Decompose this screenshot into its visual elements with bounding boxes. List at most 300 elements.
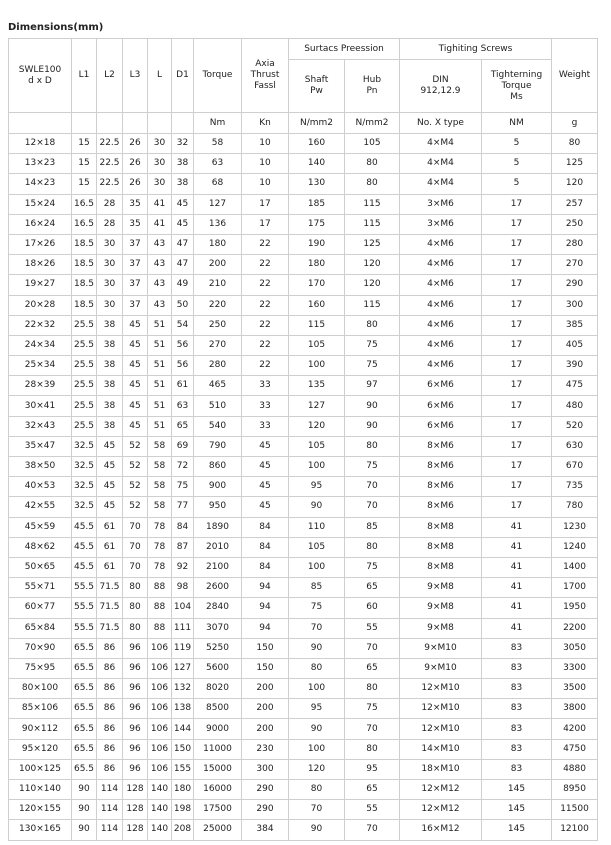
table-cell: 86	[97, 719, 123, 739]
table-cell: 50×65	[9, 557, 72, 577]
table-cell: 300	[242, 759, 289, 779]
table-cell: 95	[345, 759, 400, 779]
table-cell: 70	[289, 800, 345, 820]
table-cell: 130	[289, 174, 345, 194]
table-cell: 17	[482, 477, 552, 497]
table-cell: 3300	[552, 658, 598, 678]
table-cell: 92	[172, 557, 194, 577]
table-cell: 19×27	[9, 275, 72, 295]
table-row	[9, 295, 598, 315]
table-cell: 106	[148, 719, 172, 739]
table-cell: 128	[123, 800, 148, 820]
table-cell: 35	[123, 214, 148, 234]
table-cell: 26	[123, 174, 148, 194]
table-cell: 4×M6	[400, 295, 482, 315]
table-cell: 12×M10	[400, 679, 482, 699]
table-row	[9, 134, 598, 154]
table-cell: 78	[148, 517, 172, 537]
table-cell: 80	[289, 780, 345, 800]
table-cell: 144	[172, 719, 194, 739]
table-cell: 45	[123, 315, 148, 335]
table-cell: 65×84	[9, 618, 72, 638]
table-cell: 280	[552, 234, 598, 254]
units-row	[9, 113, 598, 134]
table-cell: 9×M8	[400, 598, 482, 618]
table-cell: 12×M12	[400, 780, 482, 800]
table-cell: 41	[482, 557, 552, 577]
table-cell: 83	[482, 719, 552, 739]
table-cell: 106	[148, 638, 172, 658]
table-cell: 1890	[194, 517, 242, 537]
table-cell: 17	[242, 194, 289, 214]
table-cell: 120	[345, 255, 400, 275]
table-cell: 100	[289, 457, 345, 477]
table-row	[9, 154, 598, 174]
table-cell: 68	[194, 174, 242, 194]
table-cell: 140	[148, 800, 172, 820]
table-cell: 14×M10	[400, 739, 482, 759]
table-cell: 52	[123, 436, 148, 456]
table-cell: 45	[242, 497, 289, 517]
table-cell: 75	[345, 457, 400, 477]
table-cell: 32.5	[72, 497, 97, 517]
table-cell: 106	[148, 759, 172, 779]
table-cell: 17	[482, 255, 552, 275]
table-cell: 83	[482, 658, 552, 678]
header-weight: Weight	[552, 39, 598, 113]
table-cell: 208	[172, 820, 194, 840]
dimensions-table	[8, 38, 598, 841]
table-cell: 45	[172, 194, 194, 214]
table-cell: 70	[345, 497, 400, 517]
table-cell: 220	[194, 295, 242, 315]
table-cell: 18.5	[72, 295, 97, 315]
table-cell: 95	[289, 699, 345, 719]
table-cell: 75	[345, 699, 400, 719]
table-cell: 83	[482, 638, 552, 658]
table-cell: 70	[345, 820, 400, 840]
table-cell: 12×M10	[400, 719, 482, 739]
table-row	[9, 517, 598, 537]
table-cell: 465	[194, 376, 242, 396]
table-cell: 5250	[194, 638, 242, 658]
table-cell: 105	[289, 537, 345, 557]
table-cell: 80	[345, 315, 400, 335]
table-cell: 140	[148, 820, 172, 840]
table-cell: 70×90	[9, 638, 72, 658]
table-cell: 115	[345, 295, 400, 315]
table-cell: 280	[194, 356, 242, 376]
table-cell: 250	[194, 315, 242, 335]
table-cell: 17	[482, 436, 552, 456]
table-cell: 61	[172, 376, 194, 396]
table-cell: 65.5	[72, 739, 97, 759]
table-cell: 128	[123, 820, 148, 840]
table-cell: 65.5	[72, 679, 97, 699]
table-row	[9, 457, 598, 477]
table-cell: 43	[148, 295, 172, 315]
table-cell: 58	[148, 436, 172, 456]
table-cell: 88	[148, 578, 172, 598]
table-cell: 9×M8	[400, 618, 482, 638]
table-cell: 90	[289, 638, 345, 658]
table-cell: 86	[97, 658, 123, 678]
table-cell: 25.5	[72, 376, 97, 396]
table-cell: 41	[482, 517, 552, 537]
table-cell: 96	[123, 638, 148, 658]
table-cell: 9×M10	[400, 638, 482, 658]
table-row	[9, 275, 598, 295]
table-cell: 75	[345, 335, 400, 355]
table-cell: 22	[242, 335, 289, 355]
table-cell: 28	[97, 194, 123, 214]
table-cell: 33	[242, 416, 289, 436]
table-cell: 1400	[552, 557, 598, 577]
header-surface-pressure: Surtacs Preession	[289, 39, 400, 60]
table-cell: 510	[194, 396, 242, 416]
table-cell: 5	[482, 174, 552, 194]
table-cell: 65.5	[72, 658, 97, 678]
table-cell: 33	[242, 396, 289, 416]
unit-shaft: N/mm2	[289, 113, 345, 134]
table-cell: 18.5	[72, 234, 97, 254]
table-cell: 135	[289, 376, 345, 396]
table-cell: 41	[482, 537, 552, 557]
table-cell: 2200	[552, 618, 598, 638]
table-cell: 25.5	[72, 335, 97, 355]
table-row	[9, 497, 598, 517]
table-cell: 17	[242, 214, 289, 234]
table-row	[9, 396, 598, 416]
table-cell: 15000	[194, 759, 242, 779]
table-cell: 45.5	[72, 517, 97, 537]
table-cell: 43	[148, 234, 172, 254]
table-cell: 198	[172, 800, 194, 820]
unit-screws: No. X type	[400, 113, 482, 134]
table-cell: 80	[123, 598, 148, 618]
unit-tightening-torque: NM	[482, 113, 552, 134]
table-cell: 58	[148, 497, 172, 517]
table-cell: 3050	[552, 638, 598, 658]
table-cell: 41	[148, 194, 172, 214]
table-cell: 200	[242, 679, 289, 699]
table-cell: 30	[148, 154, 172, 174]
table-cell: 78	[148, 537, 172, 557]
table-cell: 80	[123, 578, 148, 598]
header-shaft: Shaft Pw	[289, 60, 345, 113]
table-cell: 80×100	[9, 679, 72, 699]
table-cell: 22×32	[9, 315, 72, 335]
table-cell: 6×M6	[400, 416, 482, 436]
table-cell: 150	[242, 638, 289, 658]
header-hub: Hub Pn	[345, 60, 400, 113]
table-cell: 17	[482, 194, 552, 214]
table-cell: 120	[289, 416, 345, 436]
table-cell: 125	[552, 154, 598, 174]
table-cell: 84	[242, 537, 289, 557]
table-cell: 54	[172, 315, 194, 335]
table-cell: 11500	[552, 800, 598, 820]
table-cell: 17	[482, 275, 552, 295]
table-cell: 65.5	[72, 699, 97, 719]
table-cell: 17500	[194, 800, 242, 820]
table-cell: 38	[172, 174, 194, 194]
table-cell: 780	[552, 497, 598, 517]
unit-hub: N/mm2	[345, 113, 400, 134]
table-cell: 200	[242, 699, 289, 719]
table-cell: 65.5	[72, 759, 97, 779]
table-cell: 100	[289, 679, 345, 699]
table-cell: 3×M6	[400, 214, 482, 234]
table-cell: 70	[345, 638, 400, 658]
table-cell: 83	[482, 679, 552, 699]
table-cell: 185	[289, 194, 345, 214]
table-cell: 28	[97, 214, 123, 234]
table-cell: 110	[289, 517, 345, 537]
table-cell: 9×M10	[400, 658, 482, 678]
table-cell: 25.5	[72, 356, 97, 376]
table-cell: 17	[482, 295, 552, 315]
table-row	[9, 416, 598, 436]
table-cell: 4×M4	[400, 174, 482, 194]
table-cell: 22.5	[97, 174, 123, 194]
table-cell: 17	[482, 356, 552, 376]
table-cell: 106	[148, 679, 172, 699]
table-cell: 80	[123, 618, 148, 638]
table-cell: 1240	[552, 537, 598, 557]
table-cell: 105	[289, 436, 345, 456]
table-cell: 71.5	[97, 598, 123, 618]
table-cell: 86	[97, 739, 123, 759]
table-cell: 45×59	[9, 517, 72, 537]
table-cell: 114	[97, 800, 123, 820]
table-cell: 25000	[194, 820, 242, 840]
table-cell: 1230	[552, 517, 598, 537]
table-cell: 48×62	[9, 537, 72, 557]
table-cell: 56	[172, 335, 194, 355]
table-cell: 6×M6	[400, 376, 482, 396]
table-cell: 150	[242, 658, 289, 678]
table-cell: 70	[123, 537, 148, 557]
table-cell: 38	[97, 335, 123, 355]
table-cell: 58	[194, 134, 242, 154]
table-cell: 80	[345, 679, 400, 699]
table-row	[9, 315, 598, 335]
table-cell: 58	[148, 477, 172, 497]
table-cell: 290	[242, 780, 289, 800]
table-cell: 45.5	[72, 557, 97, 577]
table-cell: 270	[552, 255, 598, 275]
table-cell: 90	[289, 497, 345, 517]
table-cell: 75×95	[9, 658, 72, 678]
table-cell: 95	[289, 477, 345, 497]
table-cell: 3500	[552, 679, 598, 699]
table-cell: 80	[552, 134, 598, 154]
table-cell: 90×112	[9, 719, 72, 739]
table-cell: 12×M10	[400, 699, 482, 719]
table-cell: 127	[289, 396, 345, 416]
table-cell: 17	[482, 214, 552, 234]
table-cell: 160	[289, 295, 345, 315]
table-cell: 75	[345, 356, 400, 376]
table-cell: 63	[172, 396, 194, 416]
table-cell: 115	[289, 315, 345, 335]
table-row	[9, 658, 598, 678]
table-row	[9, 234, 598, 254]
table-cell: 45	[123, 376, 148, 396]
table-cell: 8×M6	[400, 497, 482, 517]
table-cell: 37	[123, 234, 148, 254]
table-cell: 17	[482, 335, 552, 355]
table-cell: 80	[345, 739, 400, 759]
table-cell: 3800	[552, 699, 598, 719]
table-cell: 90	[345, 396, 400, 416]
table-cell: 55.5	[72, 578, 97, 598]
table-cell: 106	[148, 699, 172, 719]
table-cell: 114	[97, 820, 123, 840]
table-cell: 55×71	[9, 578, 72, 598]
table-cell: 38	[97, 315, 123, 335]
table-cell: 405	[552, 335, 598, 355]
table-cell: 75	[289, 598, 345, 618]
table-cell: 45	[242, 477, 289, 497]
table-cell: 155	[172, 759, 194, 779]
table-cell: 75	[172, 477, 194, 497]
table-cell: 65	[345, 578, 400, 598]
table-cell: 83	[482, 699, 552, 719]
table-cell: 80	[345, 154, 400, 174]
table-cell: 25.5	[72, 396, 97, 416]
table-cell: 127	[194, 194, 242, 214]
table-cell: 8×M6	[400, 436, 482, 456]
table-cell: 119	[172, 638, 194, 658]
table-cell: 94	[242, 578, 289, 598]
table-cell: 4×M4	[400, 134, 482, 154]
table-cell: 90	[289, 820, 345, 840]
table-cell: 84	[242, 557, 289, 577]
table-row	[9, 598, 598, 618]
table-row	[9, 335, 598, 355]
table-cell: 105	[345, 134, 400, 154]
table-cell: 83	[482, 739, 552, 759]
table-cell: 60	[345, 598, 400, 618]
table-row	[9, 174, 598, 194]
table-cell: 35	[123, 194, 148, 214]
table-cell: 96	[123, 699, 148, 719]
table-cell: 55.5	[72, 598, 97, 618]
table-cell: 90	[345, 416, 400, 436]
table-cell: 8×M8	[400, 517, 482, 537]
table-cell: 18×26	[9, 255, 72, 275]
table-cell: 16×24	[9, 214, 72, 234]
table-cell: 480	[552, 396, 598, 416]
table-cell: 17	[482, 315, 552, 335]
table-cell: 230	[242, 739, 289, 759]
table-body	[9, 134, 598, 841]
table-cell: 63	[194, 154, 242, 174]
table-cell: 11000	[194, 739, 242, 759]
table-cell: 4200	[552, 719, 598, 739]
table-cell: 24×34	[9, 335, 72, 355]
table-cell: 45	[97, 497, 123, 517]
table-cell: 45	[172, 214, 194, 234]
table-cell: 20×28	[9, 295, 72, 315]
table-cell: 140	[289, 154, 345, 174]
table-cell: 3070	[194, 618, 242, 638]
table-cell: 26	[123, 134, 148, 154]
table-cell: 127	[172, 658, 194, 678]
table-cell: 94	[242, 618, 289, 638]
table-cell: 390	[552, 356, 598, 376]
table-cell: 94	[242, 598, 289, 618]
table-cell: 96	[123, 658, 148, 678]
table-cell: 80	[345, 436, 400, 456]
table-cell: 22.5	[97, 134, 123, 154]
table-cell: 61	[97, 557, 123, 577]
table-row	[9, 719, 598, 739]
header-l1: L1	[72, 39, 97, 113]
table-row	[9, 699, 598, 719]
table-cell: 28×39	[9, 376, 72, 396]
table-cell: 51	[148, 315, 172, 335]
table-row	[9, 578, 598, 598]
table-cell: 384	[242, 820, 289, 840]
table-cell: 25×34	[9, 356, 72, 376]
table-cell: 38×50	[9, 457, 72, 477]
header-d1: D1	[172, 39, 194, 113]
table-cell: 51	[148, 396, 172, 416]
table-cell: 96	[123, 679, 148, 699]
table-cell: 105	[289, 335, 345, 355]
table-cell: 17	[482, 234, 552, 254]
table-cell: 72	[172, 457, 194, 477]
table-cell: 16000	[194, 780, 242, 800]
table-cell: 10	[242, 174, 289, 194]
table-cell: 950	[194, 497, 242, 517]
table-cell: 120	[289, 759, 345, 779]
table-row	[9, 214, 598, 234]
table-cell: 630	[552, 436, 598, 456]
unit-axial: Kn	[242, 113, 289, 134]
table-cell: 180	[172, 780, 194, 800]
table-cell: 38	[97, 356, 123, 376]
table-cell: 85	[345, 517, 400, 537]
table-cell: 790	[194, 436, 242, 456]
table-cell: 87	[172, 537, 194, 557]
table-row	[9, 739, 598, 759]
table-cell: 10	[242, 154, 289, 174]
table-cell: 52	[123, 497, 148, 517]
table-cell: 86	[97, 699, 123, 719]
table-cell: 3×M6	[400, 194, 482, 214]
table-cell: 88	[148, 618, 172, 638]
header-tightening-torque: Tighterning Torque Ms	[482, 60, 552, 113]
page-title: Dimensions(mm)	[8, 22, 104, 33]
table-cell: 26	[123, 154, 148, 174]
table-cell: 5	[482, 134, 552, 154]
table-cell: 8×M6	[400, 457, 482, 477]
table-cell: 41	[482, 578, 552, 598]
table-cell: 4×M6	[400, 234, 482, 254]
table-cell: 45	[123, 356, 148, 376]
table-cell: 45	[97, 436, 123, 456]
table-cell: 96	[123, 759, 148, 779]
table-cell: 49	[172, 275, 194, 295]
table-cell: 45	[123, 335, 148, 355]
table-cell: 95×120	[9, 739, 72, 759]
table-row	[9, 800, 598, 820]
table-cell: 45	[123, 416, 148, 436]
